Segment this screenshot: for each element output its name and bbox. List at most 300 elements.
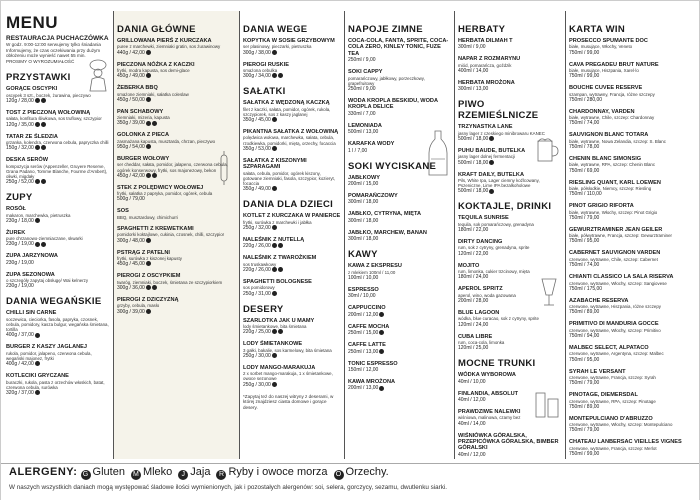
- mleko-allergen-icon: M: [131, 470, 141, 480]
- gluten-allergen-icon: [35, 98, 40, 103]
- item-name: PIEROGI RUSKIE: [243, 61, 290, 68]
- item-name: CAFFE MOCHA: [348, 323, 390, 330]
- gluten-allergen-icon: [146, 238, 151, 243]
- mleko-allergen-icon: [152, 121, 157, 126]
- section-title: SOKI WYCISKANE: [348, 160, 437, 172]
- item-price-line: [117, 120, 236, 126]
- gluten-allergen-icon: [272, 243, 277, 248]
- item-name: ROSÓŁ: [6, 206, 26, 213]
- item-name: KRAFT DAILY, BUTELKA: [458, 171, 524, 178]
- mleko-allergen-icon: [278, 329, 283, 334]
- item-description: czerwone, wytrawne, Chile, szczep: Cabernet: [569, 256, 658, 262]
- item-price: 40ml / 12,00: [458, 451, 486, 458]
- item-price: 300ml / 13,00: [458, 86, 489, 93]
- item-name: APEROL SPRITZ: [458, 286, 503, 293]
- menu-item: [243, 158, 341, 192]
- menu-item: [243, 255, 341, 273]
- item-description: miód, pomarańcza, goździk: [458, 62, 512, 68]
- item-name: TOST Z PIECZONĄ WOŁOWINĄ: [6, 109, 91, 116]
- column-5: [455, 11, 564, 459]
- mleko-allergen-icon: [278, 73, 283, 78]
- item-price: 330ml / 7,00: [348, 110, 376, 117]
- menu-item: [569, 439, 695, 457]
- menu-item: [348, 69, 450, 92]
- column-1: [3, 11, 113, 459]
- gluten-allergen-icon: G: [81, 470, 91, 480]
- item-price-line: [458, 251, 561, 257]
- menu-item: [569, 392, 695, 410]
- item-price-line: [569, 286, 695, 292]
- mleko-allergen-icon: [152, 285, 157, 290]
- bottle-sketch-icon: [427, 129, 449, 177]
- menu-item: [458, 372, 561, 384]
- item-price-line: [243, 291, 341, 297]
- allergen-name: Orzechy.: [345, 466, 389, 478]
- item-name: CHIANTI CLASSICO LA SALA RISERVA: [569, 274, 674, 281]
- item-price: 40ml / 14,00: [458, 420, 486, 427]
- item-description: makaron, marchewka, pietruszka: [6, 212, 71, 218]
- mleko-allergen-icon: [272, 353, 277, 358]
- item-price-line: [458, 345, 561, 351]
- item-description: puree z marchewki, ziemniaki gratin, sos żurawinowy: [117, 44, 221, 50]
- item-price: 750ml / 79,00: [569, 380, 600, 387]
- item-name: NAPAR Z ROZMARYNU: [458, 56, 521, 63]
- allergen-entry: [216, 466, 327, 480]
- item-price: 180ml / 24,00: [458, 274, 489, 281]
- item-price: 120g / 28,00: [6, 97, 34, 104]
- item-name: PROSECCO SPUMANTE DOC: [569, 38, 648, 44]
- item-description: białe, wytrawne, Nowa Zelandia, szczep: S. Blanc: [569, 138, 666, 144]
- mleko-allergen-icon: [41, 98, 46, 103]
- gluten-allergen-icon: [489, 189, 494, 194]
- item-price-line: [117, 309, 236, 315]
- item-description: aperol, wino, woda gazowana: [458, 292, 516, 298]
- item-price: 750ml / 99,00: [569, 450, 600, 457]
- menu-item: [569, 156, 695, 174]
- item-price-line: [243, 50, 341, 56]
- menu-item: [569, 227, 695, 245]
- item-price-line: [243, 117, 341, 123]
- item-description: pomarańczowy, jabłkowy, porzeczkowy, grapefruitowy: [348, 75, 425, 86]
- gluten-allergen-icon: [272, 186, 277, 191]
- item-price-line: [243, 267, 341, 273]
- item-price-line: [569, 404, 695, 410]
- item-name: KOTLET Z KURCZAKA W PANIERCE: [243, 213, 341, 220]
- allergen-label: ALERGENY:: [9, 466, 78, 478]
- allergen-name: Jaja: [190, 466, 211, 478]
- item-price: 750ml / 110,00: [569, 191, 602, 198]
- item-price-line: [6, 283, 110, 289]
- item-price-line: [569, 73, 695, 79]
- item-description: rukola, pomidor, jalapeno, czerwona cebula, wegański majonez, frytki: [6, 350, 92, 362]
- menu-item: [458, 334, 561, 352]
- item-name: BLUE LAGOON: [458, 309, 500, 316]
- item-price: 200ml / 12,00: [348, 311, 379, 318]
- item-name: KARAFKA WODY: [348, 141, 395, 148]
- item-name: POMARAŃCZOWY: [348, 193, 398, 200]
- item-price-line: [569, 97, 695, 103]
- item-description: 3 gałki, bakalie, sos karmelowy, bita śmietana: [243, 347, 332, 353]
- item-name: AZABACHE RESERVA: [569, 297, 629, 304]
- menu-item: [243, 365, 341, 388]
- section-title: NAPOJE ZIMNE: [348, 24, 423, 35]
- item-price: 400ml / 14,00: [458, 68, 489, 75]
- item-description: czerwone, wytrawne, Francja, szczep: Merlot: [569, 445, 657, 451]
- item-name: SPAGHETTI BOLOGNESE: [243, 278, 312, 285]
- item-price-line: [6, 241, 110, 247]
- section-title: DESERY: [243, 303, 284, 315]
- section-title: KARTA WIN: [569, 24, 625, 35]
- section-title: DANIA DLA DZIECI: [243, 199, 334, 211]
- orzechy-allergen-icon: [272, 146, 277, 151]
- allergen-entry: [178, 466, 210, 480]
- item-price: 230g / 19,00: [6, 259, 34, 266]
- item-price: 250g / 32,00: [243, 224, 271, 231]
- item-description: wiśniowa, malinowa, czarny bez: [458, 415, 521, 421]
- item-price: 400g / 42,00: [6, 361, 34, 368]
- item-name: CHILLI SIN CARNE: [6, 310, 57, 317]
- menu-item: [569, 85, 695, 103]
- item-price-line: [569, 168, 695, 174]
- allergen-name: Gluten: [92, 466, 125, 478]
- item-price-line: [117, 50, 236, 56]
- item-price: 750ml / 94,00: [569, 332, 600, 339]
- item-price-line: [569, 238, 695, 244]
- item-name: GORĄCE OSCYPKI: [6, 86, 58, 93]
- item-description: buraczki, rukola, pasta z orzechów włoskich, batat, czerwona cebula, surówka: [6, 379, 105, 390]
- item-price: 320g / 37,00: [6, 390, 34, 397]
- restaurant-name: RESTAURACJA PUCHACZÓWKA: [6, 35, 109, 42]
- allergen-name: Mleko: [142, 466, 173, 478]
- item-name: LEMONIADA: [348, 122, 382, 129]
- item-name: PIEROGI Z OSCYPKIEM: [117, 273, 181, 280]
- item-price: 250g / 31,00: [243, 290, 271, 297]
- item-name: JABŁKO, MARCHEW, BANAN: [348, 229, 427, 236]
- item-name: KAWA Z EKSPRESU: [348, 263, 402, 270]
- item-description: lody śmietankowe, bita śmietana: [243, 323, 307, 329]
- item-description: ser plasinowy, pieczarki, pietruszka: [243, 44, 312, 50]
- column-3: [240, 11, 344, 459]
- gluten-allergen-icon: [35, 333, 40, 338]
- item-price-line: [117, 196, 236, 202]
- item-name: JABŁKOWY: [348, 174, 381, 181]
- item-price-line: [243, 243, 341, 249]
- orzechy-allergen-icon: [41, 179, 46, 184]
- gluten-allergen-icon: [146, 144, 151, 149]
- item-price: 1 l / 7,00: [348, 147, 368, 154]
- item-price-line: [569, 357, 695, 363]
- item-price: 500g / 79,00: [117, 196, 145, 203]
- section-title: HERBATY: [458, 24, 506, 35]
- item-name: JABŁKO, CYTRYNA, MIĘTA: [348, 211, 422, 218]
- menu-item: [348, 38, 450, 63]
- item-price-line: [348, 275, 450, 281]
- item-description: frytki, surówka z marchewki i jabłka: [243, 219, 312, 225]
- menu-item: [569, 132, 695, 150]
- item-name: FINLANDIA, ABSOLUT: [458, 390, 519, 397]
- intro-line: Informujemy, że czas oczekiwania przy dużym obłożeniu może wynieść nawet 55 min.: [6, 47, 101, 59]
- item-price: 350g / 49,00: [243, 186, 271, 193]
- menu-item: [458, 172, 561, 195]
- menu-item: [458, 433, 561, 458]
- item-price: 250g / 30,00: [243, 381, 271, 388]
- item-price: 120ml / 22,00: [458, 250, 489, 257]
- menu-item: [243, 237, 341, 249]
- menu-item: [117, 62, 236, 80]
- item-price-line: [569, 427, 695, 433]
- item-name: SAUVIGNON BLANC TOTARA: [569, 132, 649, 139]
- intro-line: W godz. 9:00-12:00 serwujemy tylko śniadania: [6, 42, 101, 47]
- item-price: 450g / 49,00: [117, 73, 145, 80]
- item-price-line: [6, 332, 110, 338]
- gluten-allergen-icon: [489, 160, 494, 165]
- section-title: PRZYSTAWKI: [6, 72, 71, 84]
- allergen-name: Ryby i owoce morza: [228, 466, 328, 478]
- item-price: 750ml / 95,00: [569, 356, 600, 363]
- menu-item: [6, 373, 110, 396]
- item-name: WÓDKA WYBOROWA: [458, 372, 516, 379]
- item-price: 250ml / 15,00: [348, 330, 379, 337]
- gluten-allergen-icon: [272, 267, 277, 272]
- item-description: sałata, konfitura śliwkowa, sos truflowy, szczypior: [6, 116, 102, 122]
- item-name: CABERNET SAUVIGNON VARDEN: [569, 250, 661, 257]
- gluten-allergen-icon: [272, 329, 277, 334]
- item-price-line: [6, 260, 110, 266]
- item-price: 450g / 42,00: [117, 172, 145, 179]
- item-price-line: [348, 293, 450, 299]
- mleko-allergen-icon: [41, 122, 46, 127]
- item-price-line: [117, 285, 236, 291]
- item-price: 300ml / 9,00: [458, 44, 486, 51]
- item-price: 440g / 42,00: [117, 49, 145, 56]
- menu-item: [569, 203, 695, 221]
- item-name: SAŁATKA Z WĘDZONĄ KACZKĄ: [243, 100, 330, 107]
- item-description: zasmażana kapusta, musztarda, chrzan, pieczywo: [117, 138, 216, 144]
- item-price: 250g / 30,00: [243, 352, 271, 359]
- item-name: HERBATA DILMAH T: [458, 38, 513, 44]
- mleko-allergen-icon: [278, 243, 283, 248]
- gluten-allergen-icon: [146, 309, 151, 314]
- item-description: czerwone, wytrawne, Hiszpania, różne szczepy: [569, 304, 661, 310]
- menu-item: [6, 157, 110, 185]
- item-price: 120g / 35,00: [6, 121, 34, 128]
- item-price: 150ml / 12,00: [348, 366, 379, 373]
- item-price: 350g / 53,00: [243, 145, 271, 152]
- item-name: ZUPA JARZYNOWA: [6, 253, 58, 260]
- item-price: 300g / 38,00: [243, 49, 271, 56]
- item-description: smażone ziemniaki, sałatka coleslaw: [117, 91, 189, 97]
- item-price-line: [348, 181, 450, 187]
- menu-item: [6, 344, 110, 367]
- item-description: frytki, modra kapusta, sos demi-glace: [117, 68, 190, 74]
- item-name: RIESLING QUANT, KARL LOEWEN: [569, 179, 661, 186]
- item-price-line: [117, 97, 236, 103]
- menu-item: [117, 208, 236, 220]
- menu-item: [6, 253, 110, 265]
- item-price: 500ml / 18,00: [458, 136, 489, 143]
- menu-item: [117, 273, 236, 291]
- item-price-line: [117, 238, 236, 244]
- item-description: jasny lager z czeskiego minibrowaru KANEC: [458, 130, 545, 136]
- ryby-allergen-icon: [146, 261, 151, 266]
- item-price-line: [569, 191, 695, 197]
- item-description: czerwone, wytrawne, Francja, szczep: Syrah: [569, 374, 656, 380]
- gluten-allergen-icon: [146, 121, 151, 126]
- item-name: WODA KROPLA BESKIDU, WODA KROPLA DELICE: [348, 98, 438, 111]
- item-name: PRIMITIVO DI MANDURIA GOCCE: [569, 321, 659, 328]
- item-name: STEK Z POLĘDWICY WOŁOWEJ: [117, 184, 204, 191]
- allergen-entry: [334, 466, 389, 480]
- menu-item: [6, 310, 110, 338]
- menu-item: [348, 98, 450, 117]
- menu-item: [243, 341, 341, 359]
- item-price: 250ml / 9,00: [348, 57, 376, 64]
- item-price-line: [117, 144, 236, 150]
- item-price: 500ml / 13,00: [348, 129, 379, 136]
- menu-item: [348, 305, 450, 317]
- item-name: CAPPUCCINO: [348, 305, 386, 312]
- item-name: KAWA MROŻONA: [348, 378, 396, 385]
- menu-item: [243, 129, 341, 152]
- item-price: 300ml / 18,00: [348, 236, 379, 243]
- item-description: grzyby, cebula, masło: [117, 303, 160, 309]
- menu-item: [117, 226, 236, 244]
- item-price: 40ml / 10,00: [458, 378, 486, 385]
- gluten-allergen-icon: [272, 225, 277, 230]
- item-name: SPAGHETTI Z KREWETKAMI: [117, 226, 194, 233]
- item-description: wódka, blue curacao, sok z cytryny, sprite: [458, 316, 539, 322]
- item-name: BURGER Z KASZY JAGLANEJ: [6, 344, 88, 351]
- item-name: KOTLECIKI GRYCZANE: [6, 373, 69, 380]
- item-name: GEWURZTRAMINER JEAN GEILER: [569, 226, 663, 233]
- item-price-line: [348, 330, 450, 336]
- menu-item: [117, 250, 236, 268]
- item-name: COCA-COLA, FANTA, SPRITE, COCA-COLA ZERO, KINLEY TONIC, FUZE TEA: [348, 38, 449, 57]
- column-4: [345, 11, 453, 459]
- item-price-line: [569, 50, 695, 56]
- item-price-line: [569, 120, 695, 126]
- allergen-footer: [1, 463, 699, 501]
- item-name: CHATEAU LANBERSAC VIEILLES VIGNES: [569, 439, 682, 446]
- item-name: PAN SCHABOWY: [117, 108, 164, 115]
- item-price-line: [348, 57, 450, 63]
- allergen-entry: [81, 466, 125, 480]
- gluten-allergen-icon: [35, 361, 40, 366]
- item-price: 750ml / 79,00: [569, 214, 600, 221]
- gluten-allergen-icon: [272, 73, 277, 78]
- menu-item: [6, 272, 110, 290]
- item-price-line: [569, 215, 695, 221]
- item-description: czerwone, wytrawne, Włochy, szczep: Montepulciano: [569, 422, 673, 428]
- item-price-line: [569, 451, 695, 457]
- mleko-allergen-icon: [379, 349, 384, 354]
- item-price: 220g / 26,00: [243, 243, 271, 250]
- item-price: 750ml / 89,00: [569, 309, 600, 316]
- item-name: PUHU BAUDE, BUTELKA: [458, 148, 526, 155]
- item-name: NALEŚNIK Z NUTELLĄ: [243, 236, 305, 243]
- item-price-line: [6, 145, 110, 151]
- item-price: 300g / 39,00: [117, 308, 145, 315]
- item-price: 750ml / 79,00: [569, 427, 600, 434]
- item-name: KOPYTKA W SOSIE GRZYBOWYM: [243, 38, 335, 44]
- item-price-line: [6, 98, 110, 104]
- column-2: [114, 11, 239, 459]
- item-name: HERBATA MROŻONA: [458, 80, 515, 87]
- menu-item: [348, 230, 450, 242]
- item-price: 250ml / 13,00: [348, 348, 379, 355]
- item-price: 750ml / 78,00: [569, 144, 600, 151]
- item-name: BURGER WOŁOWY: [117, 156, 170, 163]
- menu-item: [348, 263, 450, 281]
- item-description: 2 x sorbet mango-marakuja, 1 x śmietankowe, owoce sezonowe: [243, 371, 333, 382]
- item-price: 120ml / 24,00: [458, 321, 489, 328]
- item-name: CAFFE LATTE: [348, 342, 386, 349]
- item-price: 350g / 45,00: [243, 117, 271, 124]
- item-price: 450g / 50,00: [117, 96, 145, 103]
- item-price: 230g / 19,00: [6, 241, 34, 248]
- item-description: o szczegóły zapytaj obsługę/ Wai kelnerzy: [6, 278, 89, 284]
- item-price-line: [117, 261, 236, 267]
- menu-item: [569, 62, 695, 80]
- item-description: białe, wytrawne, Włochy, szczep: Pinot Grigio: [569, 209, 658, 215]
- item-price: 750ml / 89,00: [569, 403, 600, 410]
- item-price: 200ml / 28,00: [458, 297, 489, 304]
- item-price: 400g / 37,00: [6, 332, 34, 339]
- item-name: WIŚNIÓWKA GÓRALSKA, PRZEPICÓWKA GÓRALSKA, BIMBER GÓRALSKI: [458, 432, 559, 452]
- mleko-allergen-icon: [278, 267, 283, 272]
- item-name: SOKI CAPPY: [348, 69, 383, 76]
- item-price: 300g / 34,00: [243, 73, 271, 80]
- item-description: pure chrzanowo-ziemniaczane, skwarki: [6, 236, 83, 242]
- item-price-line: [348, 367, 450, 373]
- item-price-line: [243, 329, 341, 335]
- item-description: białe, półwytrawne, Francja, szczep: Gewurztraminer: [569, 233, 672, 239]
- item-name: CAVA PREGADEU BRUT NATURE: [569, 61, 659, 68]
- item-name: PIEROGI Z DZICZYZNĄ: [117, 296, 179, 303]
- item-price: 750ml / 280,00: [569, 96, 603, 103]
- menu-item: [569, 369, 695, 387]
- menu-item: [348, 379, 450, 391]
- gluten-allergen-icon: [272, 50, 277, 55]
- item-description: białe, wytrawne, RPA, szczep: Chenin Blanc: [569, 162, 656, 168]
- item-description: tequila, sok pomarańczowy, grenadyna: [458, 221, 534, 227]
- item-description: rum, coca-cola, limonka: [458, 339, 505, 345]
- section-title: KOKTAJLE, DRINKI: [458, 201, 552, 213]
- desery-note: *Zapytaj też do naszej witryny z deserami, w której znajdziesz ciasta domowe i gorące desery.: [243, 393, 334, 410]
- menu-item: [243, 318, 341, 336]
- gluten-allergen-icon: [146, 173, 151, 178]
- item-description: sos pomidorowy: [243, 285, 275, 291]
- mleko-allergen-icon: [146, 50, 151, 55]
- menu-item: [458, 310, 561, 328]
- menu-item: [458, 215, 561, 233]
- item-name: SAŁATKA Z KISZONYMI SZPARAGAMI: [243, 157, 307, 171]
- menu-item: [458, 239, 561, 257]
- item-description: kompozycja serów (Appenzeller, Gruyere Reserve, Grana Padano, Tomme Blanche, Fourme d'Ambert), oliwki, migdały: [6, 163, 108, 180]
- item-name: ŻUREK: [6, 229, 26, 236]
- orzechy-allergen-icon: O: [334, 470, 344, 480]
- cocktail-sketch-icon: [540, 277, 558, 307]
- item-price: 750ml / 99,00: [569, 49, 600, 56]
- menu-item: [243, 279, 341, 297]
- item-name: ESPRESSO: [348, 286, 379, 293]
- item-price-line: [243, 186, 341, 192]
- item-description: białe, musujące, Włochy, Veneto: [569, 44, 633, 50]
- intro-line: PROSIMY O WYROZUMIAŁOŚĆ: [6, 58, 75, 64]
- gluten-allergen-icon: [35, 145, 40, 150]
- column-6: [566, 11, 698, 459]
- menu-item: [117, 85, 236, 103]
